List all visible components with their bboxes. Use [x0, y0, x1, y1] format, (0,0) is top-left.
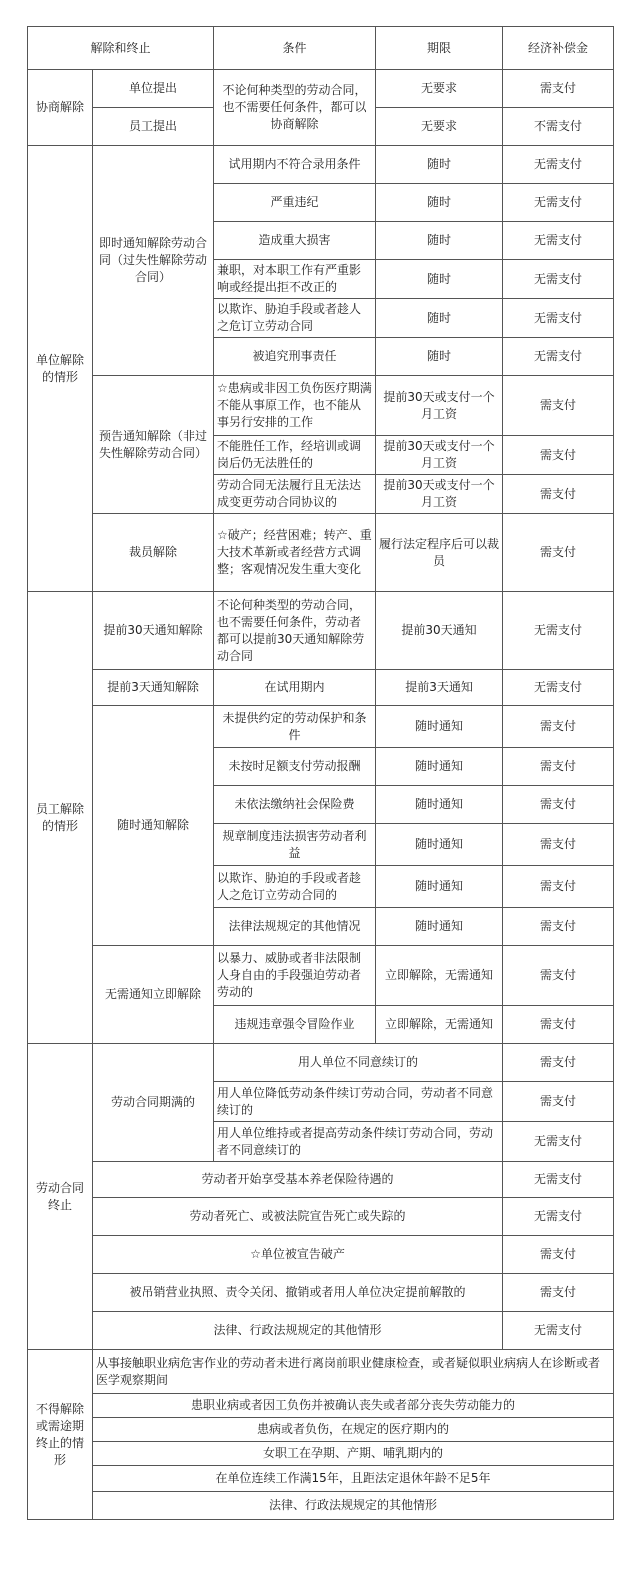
sub-label: 提前3天通知解除: [93, 670, 214, 706]
compensation-cell: 无需支付: [503, 146, 614, 184]
condition-cell: 用人单位维持或者提高劳动条件续订劳动合同，劳动者不同意续订的: [214, 1122, 503, 1162]
prohibited-condition-cell: 患职业病或者因工负伤并被确认丧失或者部分丧失劳动能力的: [93, 1394, 614, 1418]
period-cell: 立即解除，无需通知: [376, 1006, 503, 1044]
condition-cell: ☆单位被宣告破产: [93, 1236, 503, 1274]
condition-cell: 未依法缴纳社会保险费: [214, 786, 376, 824]
header-compensation: 经济补偿金: [503, 27, 614, 70]
condition-cell: 用人单位不同意续订的: [214, 1044, 503, 1082]
period-cell: 履行法定程序后可以裁员: [376, 514, 503, 592]
section-label-employer: 单位解除的情形: [28, 146, 93, 592]
condition-cell: ☆破产；经营困难；转产、重大技术革新或者经营方式调整；客观情况发生重大变化: [214, 514, 376, 592]
period-cell: 随时通知: [376, 786, 503, 824]
header-row: [28, 27, 614, 70]
section-label-termination: 劳动合同终止: [28, 1044, 93, 1350]
period-cell: 随时通知: [376, 748, 503, 786]
compensation-cell: 不需支付: [503, 108, 614, 146]
period-cell: 提前30天通知: [376, 592, 503, 670]
compensation-cell: 无需支付: [503, 260, 614, 299]
table-row: [28, 1274, 614, 1312]
condition-cell: ☆患病或非因工负伤医疗期满不能从事原工作，也不能从事另行安排的工作: [214, 376, 376, 436]
condition-cell: 劳动合同无法履行且无法达成变更劳动合同协议的: [214, 475, 376, 514]
compensation-cell: 无需支付: [503, 1198, 614, 1236]
compensation-cell: 无需支付: [503, 670, 614, 706]
period-cell: 随时通知: [376, 908, 503, 946]
condition-cell: 劳动者死亡、或被法院宣告死亡或失踪的: [93, 1198, 503, 1236]
prohibited-condition-cell: 在单位连续工作满15年，且距法定退休年龄不足5年: [93, 1466, 614, 1492]
compensation-cell: 需支付: [503, 1082, 614, 1122]
condition-cell: 未提供约定的劳动保护和条件: [214, 706, 376, 748]
labor-contract-table: [27, 26, 614, 1520]
condition-cell: 以欺诈、胁迫手段或者趁人之危订立劳动合同: [214, 299, 376, 338]
compensation-cell: 无需支付: [503, 184, 614, 222]
table-row: [28, 1198, 614, 1236]
condition-cell: 试用期内不符合录用条件: [214, 146, 376, 184]
table-row: [28, 376, 614, 436]
compensation-cell: 需支付: [503, 70, 614, 108]
sub-label: 裁员解除: [93, 514, 214, 592]
sub-label: 提前30天通知解除: [93, 592, 214, 670]
compensation-cell: 需支付: [503, 436, 614, 475]
prohibited-condition-cell: 法律、行政法规规定的其他情形: [93, 1492, 614, 1520]
period-cell: 随时通知: [376, 706, 503, 748]
condition-cell: 被追究刑事责任: [214, 338, 376, 376]
period-cell: 无要求: [376, 108, 503, 146]
period-cell: 提前3天通知: [376, 670, 503, 706]
compensation-cell: 需支付: [503, 706, 614, 748]
sub-label: 单位提出: [93, 70, 214, 108]
table-row: [28, 706, 614, 748]
condition-cell: 兼职，对本职工作有严重影响或经提出拒不改正的: [214, 260, 376, 299]
table-row: [28, 1162, 614, 1198]
table-row: [28, 1312, 614, 1350]
compensation-cell: 需支付: [503, 866, 614, 908]
table-row: [28, 514, 614, 592]
period-cell: 随时通知: [376, 824, 503, 866]
condition-cell: 违规违章强令冒险作业: [214, 1006, 376, 1044]
compensation-cell: 需支付: [503, 946, 614, 1006]
compensation-cell: 需支付: [503, 908, 614, 946]
condition-cell: 严重违纪: [214, 184, 376, 222]
condition-cell: 以欺诈、胁迫的手段或者趁人之危订立劳动合同的: [214, 866, 376, 908]
header-period: 期限: [376, 27, 503, 70]
condition-cell: 法律法规规定的其他情况: [214, 908, 376, 946]
condition-cell: 不论何种类型的劳动合同，也不需要任何条件，都可以协商解除: [214, 70, 376, 146]
sub-label: 随时通知解除: [93, 706, 214, 946]
condition-cell: 在试用期内: [214, 670, 376, 706]
compensation-cell: 无需支付: [503, 1122, 614, 1162]
compensation-cell: 无需支付: [503, 1312, 614, 1350]
compensation-cell: 需支付: [503, 1274, 614, 1312]
period-cell: 随时: [376, 222, 503, 260]
period-cell: 无要求: [376, 70, 503, 108]
table-row: [28, 592, 614, 670]
compensation-cell: 需支付: [503, 514, 614, 592]
period-cell: 随时: [376, 260, 503, 299]
period-cell: 随时: [376, 184, 503, 222]
condition-cell: 造成重大损害: [214, 222, 376, 260]
prohibited-condition-cell: 女职工在孕期、产期、哺乳期内的: [93, 1442, 614, 1466]
table-row: [28, 1442, 614, 1466]
prohibited-condition-cell: 患病或者负伤，在规定的医疗期内的: [93, 1418, 614, 1442]
table-row: [28, 1350, 614, 1394]
condition-cell: 劳动者开始享受基本养老保险待遇的: [93, 1162, 503, 1198]
section-label-negotiate: 协商解除: [28, 70, 93, 146]
compensation-cell: 无需支付: [503, 1162, 614, 1198]
compensation-cell: 无需支付: [503, 338, 614, 376]
period-cell: 随时: [376, 146, 503, 184]
table-row: [28, 1044, 614, 1082]
compensation-cell: 需支付: [503, 1044, 614, 1082]
table-row: [28, 1236, 614, 1274]
sub-label: 无需通知立即解除: [93, 946, 214, 1044]
condition-cell: 以暴力、威胁或者非法限制人身自由的手段强迫劳动者劳动的: [214, 946, 376, 1006]
condition-cell: 不论何种类型的劳动合同，也不需要任何条件，劳动者都可以提前30天通知解除劳动合同: [214, 592, 376, 670]
compensation-cell: 需支付: [503, 824, 614, 866]
compensation-cell: 无需支付: [503, 222, 614, 260]
sub-label: 即时通知解除劳动合同（过失性解除劳动合同）: [93, 146, 214, 376]
header-category: 解除和终止: [28, 27, 214, 70]
condition-cell: 规章制度违法损害劳动者利益: [214, 824, 376, 866]
prohibited-condition-cell: 从事接触职业病危害作业的劳动者未进行离岗前职业健康检查，或者疑似职业病病人在诊断或者医学观察期间: [93, 1350, 614, 1394]
compensation-cell: 需支付: [503, 786, 614, 824]
table-row: [28, 670, 614, 706]
table-row: [28, 70, 614, 108]
table-row: [28, 946, 614, 1006]
compensation-cell: 需支付: [503, 376, 614, 436]
period-cell: 立即解除，无需通知: [376, 946, 503, 1006]
compensation-cell: 需支付: [503, 748, 614, 786]
period-cell: 随时通知: [376, 866, 503, 908]
compensation-cell: 无需支付: [503, 299, 614, 338]
condition-cell: 用人单位降低劳动条件续订劳动合同，劳动者不同意续订的: [214, 1082, 503, 1122]
labor-contract-table-wrapper: [27, 26, 613, 1520]
table-row: [28, 1394, 614, 1418]
condition-cell: 法律、行政法规规定的其他情形: [93, 1312, 503, 1350]
compensation-cell: 需支付: [503, 1006, 614, 1044]
period-cell: 提前30天或支付一个月工资: [376, 376, 503, 436]
header-condition: 条件: [214, 27, 376, 70]
period-cell: 随时: [376, 299, 503, 338]
compensation-cell: 无需支付: [503, 592, 614, 670]
condition-cell: 被吊销营业执照、责令关闭、撤销或者用人单位决定提前解散的: [93, 1274, 503, 1312]
section-label-prohibited: 不得解除或需途期终止的情形: [28, 1350, 93, 1520]
table-row: [28, 1418, 614, 1442]
table-row: [28, 1492, 614, 1520]
period-cell: 随时: [376, 338, 503, 376]
section-label-employee: 员工解除的情形: [28, 592, 93, 1044]
table-row: [28, 146, 614, 184]
compensation-cell: 需支付: [503, 1236, 614, 1274]
period-cell: 提前30天或支付一个月工资: [376, 436, 503, 475]
table-row: [28, 1466, 614, 1492]
condition-cell: 未按时足额支付劳动报酬: [214, 748, 376, 786]
period-cell: 提前30天或支付一个月工资: [376, 475, 503, 514]
sub-label: 劳动合同期满的: [93, 1044, 214, 1162]
sub-label: 预告通知解除（非过失性解除劳动合同）: [93, 376, 214, 514]
compensation-cell: 需支付: [503, 475, 614, 514]
condition-cell: 不能胜任工作，经培训或调岗后仍无法胜任的: [214, 436, 376, 475]
sub-label: 员工提出: [93, 108, 214, 146]
